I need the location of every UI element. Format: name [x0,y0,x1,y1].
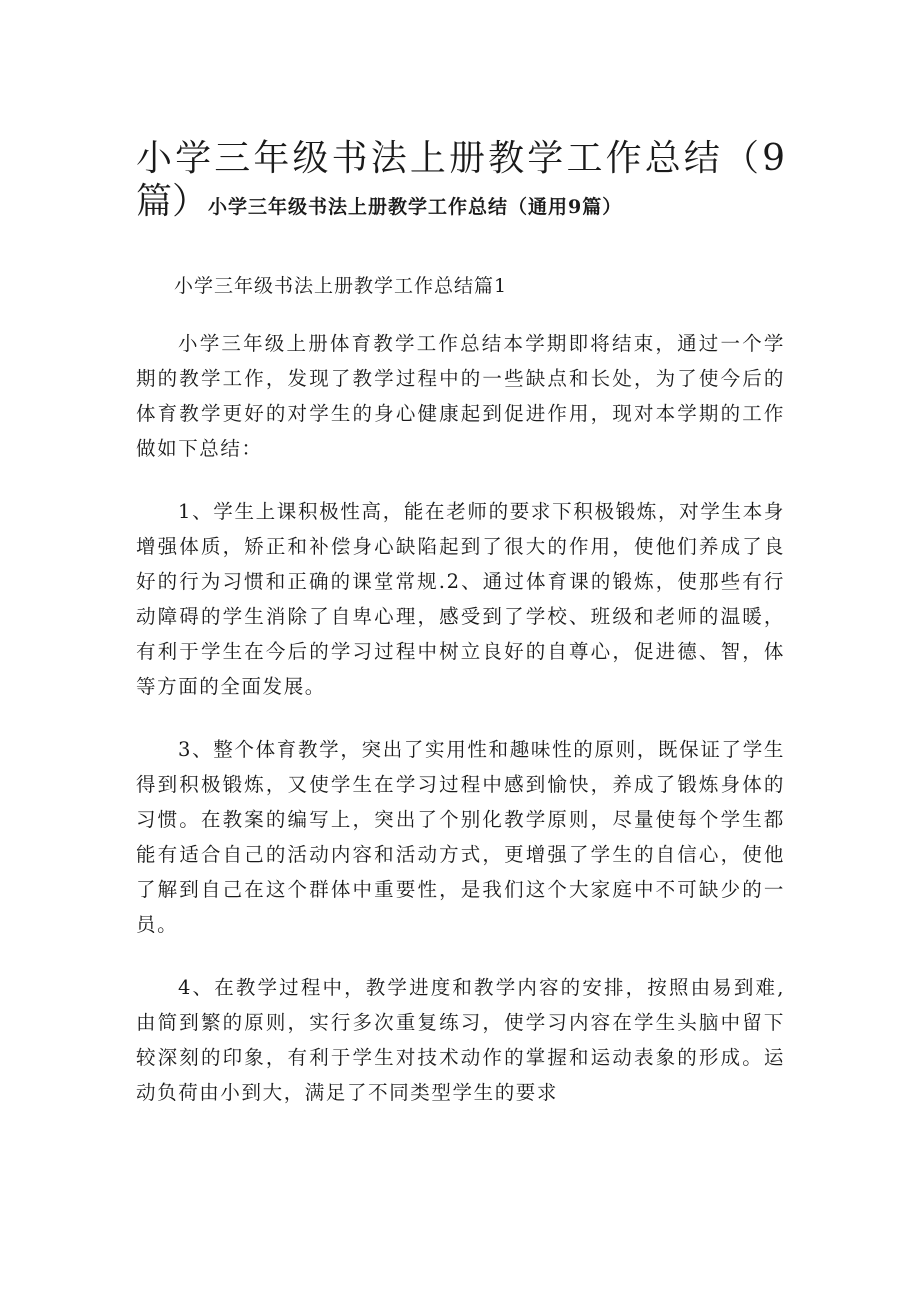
document-title [136,138,785,224]
paragraph-point-4: 4、在教学过程中，教学进度和教学内容的安排，按照由易到难,由简到繁的原则，实行多次重复练习，使学习内容在学生头脑中留下较深刻的印象，有利于学生对技术动作的掌握和运动表象的形成。运动负荷由小到大，满足了不同类型学生的要求 [136,976,785,1104]
title-continuation: 小学三年级书法上册教学工作总结（通用9篇） [208,196,623,218]
paragraph-intro: 小学三年级上册体育教学工作总结本学期即将结束，通过一个学期的教学工作，发现了教学过程中的一些缺点和长处，为了使今后的体育教学更好的对学生的身心健康起到促进作用，现对本学期的工作做如下总结： [136,332,785,460]
section-heading: 小学三年级书法上册教学工作总结篇1 [174,275,508,297]
paragraph-point-1-2: 1、学生上课积极性高，能在老师的要求下积极锻炼，对学生本身增强体质，矫正和补偿身心缺陷起到了很大的作用，使他们养成了良好的行为习惯和正确的课堂常规.2、通过体育课的锻炼，使那些有行动障碍的学生消除了自卑心理，感受到了学校、班级和老师的温暖，有利于学生在今后的学习过程中树立良好的自尊心，促进德、智，体等方面的全面发展。 [136,500,785,698]
paragraph-point-3: 3、整个体育教学，突出了实用性和趣味性的原则，既保证了学生得到积极锻炼，又使学生在学习过程中感到愉快，养成了锻炼身体的习惯。在教案的编写上，突出了个别化教学原则，尽量使每个学生都能有适合自己的活动内容和活动方式，更增强了学生的自信心，使他了解到自己在这个群体中重要性，是我们这个大家庭中不可缺少的一员。 [136,738,785,936]
title-main: 小学三年级书法上册教学工作总结（9篇） [136,138,785,222]
